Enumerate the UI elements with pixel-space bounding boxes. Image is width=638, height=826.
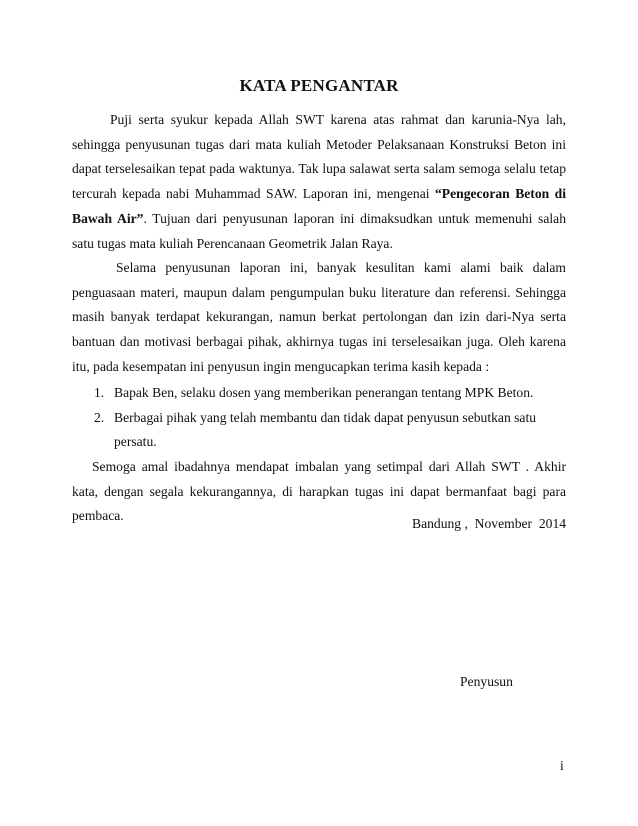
paragraph-intro [72, 108, 566, 256]
place-date: Bandung , November 2014 [412, 516, 567, 531]
paragraph-closing: Semoga amal ibadahnya mendapat imbalan yang setimpal dari Allah SWT . Akhir kata, dengan segala kekurangannya, di harapkan tugas ini dapat bermanfaat bagi para pembaca. [72, 459, 566, 524]
page-title: KATA PENGANTAR [239, 76, 399, 95]
report-title-bold: “Pengecoran Beton di Bawah Air” [72, 186, 566, 226]
paragraph-difficulties: Selama penyusunan laporan ini, banyak kesulitan kami alami baik dalam penguasaan materi, maupun dalam pengumpulan buku literature dan referensi. Sehingga masih banyak terdapat kekurangan, namun berkat pertolongan dan izin dari-Nya serta bantuan dan motivasi berbagai pihak, akhirnya tugas ini terselesaikan juga. Oleh karena itu, pada kesempatan ini penyusun ingin mengucapkan terima kasih kepada : [72, 260, 566, 374]
list-item [94, 381, 564, 406]
paragraph-intro-text-before: Puji serta syukur kepada Allah SWT karena atas rahmat dan karunia-Nya lah, sehingga penyusunan tugas dari mata kuliah Metoder Pelaksanaan Konstruksi Beton ini dapat terselesaikan tepat pada waktunya. Tak lupa salawat serta salam semoga selalu tetap tercurah kepada nabi Muhammad SAW. Laporan ini, mengenai [72, 112, 566, 202]
thanks-list [94, 381, 564, 455]
list-item-number: 2. [94, 409, 105, 425]
list-item-text: Bapak Ben, selaku dosen yang memberikan penerangan tentang MPK Beton. [114, 385, 534, 400]
list-item-number: 1. [94, 385, 105, 400]
signer-name: Penyusun [460, 674, 513, 689]
list-item [94, 406, 564, 455]
list-item-text: Berbagai pihak yang telah membantu dan tidak dapat penyusun sebutkan satu persatu. [114, 409, 537, 450]
page-number: i [560, 758, 564, 773]
paragraph-intro-text-after: . Tujuan dari penyusunan laporan ini dimaksudkan untuk memenuhi salah satu tugas mata kuliah Perencanaan Geometrik Jalan Raya. [72, 210, 566, 251]
